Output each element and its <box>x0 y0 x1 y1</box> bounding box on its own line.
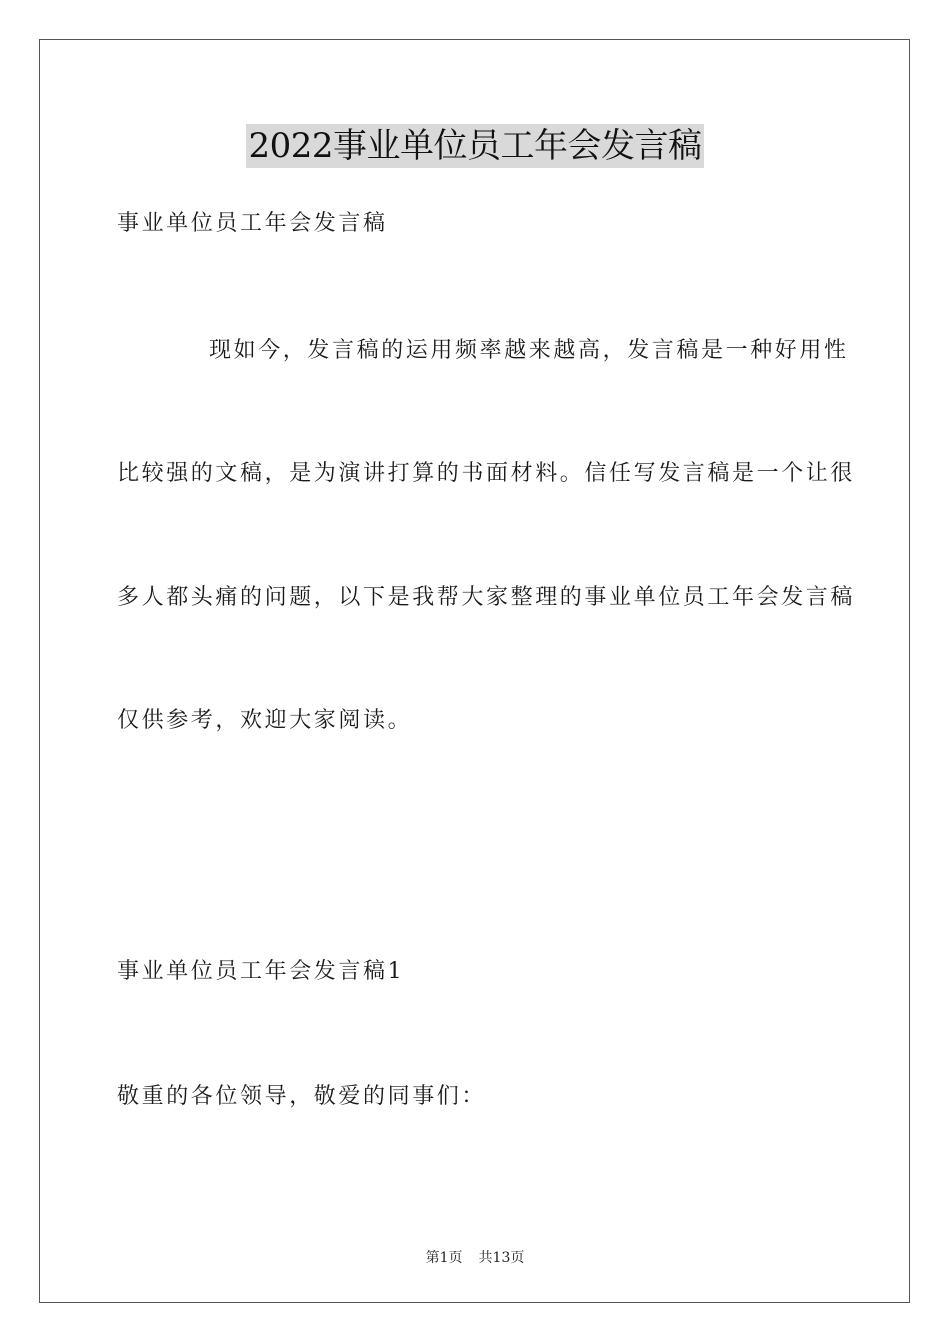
section-heading: 事业单位员工年会发言稿1 <box>117 959 405 984</box>
title-container <box>0 124 950 168</box>
page-number-total: 共13页 <box>478 1250 525 1266</box>
document-title: 2022事业单位员工年会发言稿 <box>248 126 702 166</box>
page-footer <box>0 1248 950 1268</box>
intro-line-4: 仅供参考，欢迎大家阅读。 <box>117 708 413 733</box>
page-number-current: 第1页 <box>425 1250 463 1266</box>
intro-line-1: 现如今，发言稿的运用频率越来越高，发言稿是一种好用性 <box>209 338 849 363</box>
document-subtitle: 事业单位员工年会发言稿 <box>117 211 388 236</box>
intro-line-3: 多人都头痛的问题，以下是我帮大家整理的事业单位员工年会发言稿 <box>117 585 856 610</box>
intro-line-2: 比较强的文稿，是为演讲打算的书面材料。信任写发言稿是一个让很 <box>117 461 856 486</box>
salutation: 敬重的各位领导，敬爱的同事们： <box>117 1084 487 1109</box>
